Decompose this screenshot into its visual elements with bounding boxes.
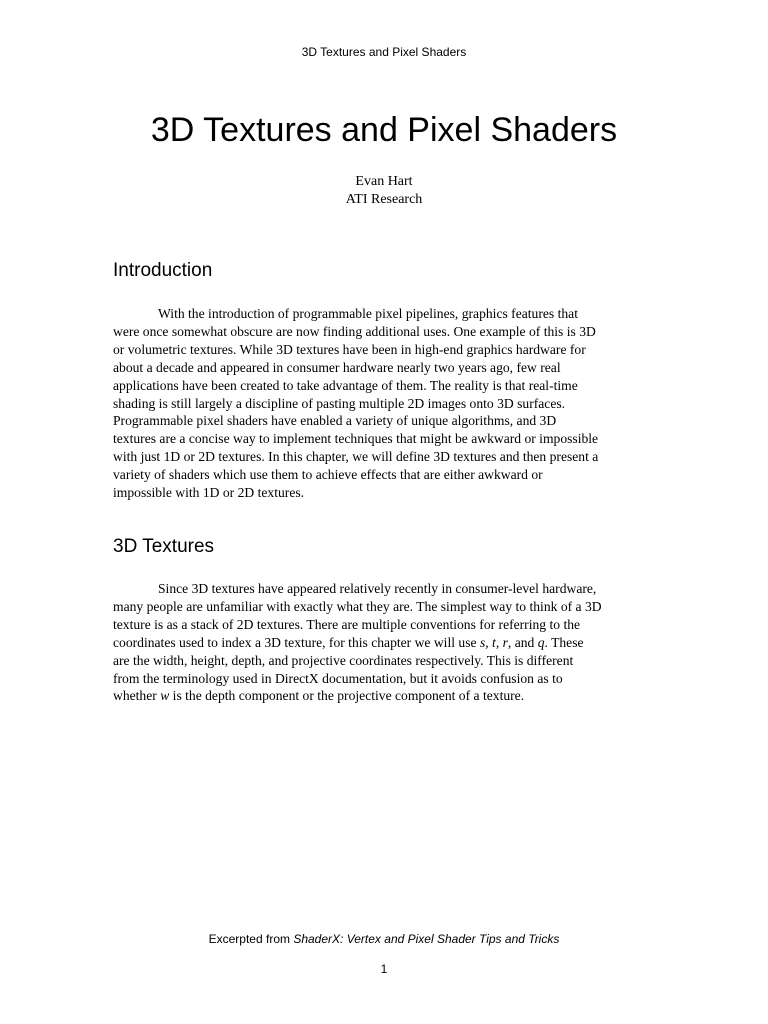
paragraph-line: are the width, height, depth, and projective coordinates respectively. This is different: [113, 652, 574, 668]
paragraph-line: many people are unfamiliar with exactly what they are. The simplest way to think of a 3D: [113, 598, 602, 614]
paragraph-line: from the terminology used in DirectX documentation, but it avoids confusion as to: [113, 670, 563, 686]
text-run: ,: [485, 634, 493, 650]
paragraph-line: With the introduction of programmable pixel pipelines, graphics features that: [158, 306, 578, 321]
paragraph-line: shading is still largely a discipline of pasting multiple 2D images onto 3D surfaces.: [113, 395, 566, 411]
author-name: Evan Hart: [355, 174, 413, 189]
footer-credit: [0, 932, 768, 946]
paragraph-line: or volumetric textures. While 3D textures have been in high-end graphics hardware for: [113, 341, 586, 357]
coordinate-r: r: [502, 634, 508, 650]
footer-prefix: Excerpted from: [208, 932, 294, 946]
paragraph-line: impossible with 1D or 2D textures.: [113, 485, 305, 501]
paragraph-line: [113, 634, 658, 652]
footer-book-title: ShaderX: Vertex and Pixel Shader Tips and Tricks: [293, 932, 560, 946]
coordinate-q: q: [537, 634, 545, 650]
paragraph-line: texture is as a stack of 2D textures. There are multiple conventions for referring to the: [113, 616, 581, 632]
paragraph-line: applications have been created to take advantage of them. The reality is that real-time: [113, 377, 578, 393]
paragraph-line: were once somewhat obscure are now finding additional uses. One example of this is 3D: [113, 323, 596, 339]
text-run: . These: [544, 634, 584, 650]
paragraph-line: with just 1D or 2D textures. In this chapter, we will define 3D textures and then present a: [113, 449, 599, 465]
paragraph-line: textures are a concise way to implement techniques that might be awkward or impossible: [113, 431, 599, 447]
paragraph-line: variety of shaders which use them to achieve effects that are either awkward or: [113, 467, 543, 483]
text-run: coordinates used to index a 3D texture, for this chapter we will use: [113, 634, 480, 650]
text-run: , and: [507, 634, 538, 650]
paragraph-line: Since 3D textures have appeared relatively recently in consumer-level hardware,: [158, 581, 597, 596]
paragraph-line: Programmable pixel shaders have enabled a variety of unique algorithms, and 3D: [113, 413, 557, 429]
3d-textures-paragraph: [113, 580, 658, 705]
author-block: [0, 173, 768, 209]
paragraph-line: [113, 687, 658, 705]
section-heading-3d-textures: 3D Textures: [113, 536, 215, 557]
coordinate-w: w: [160, 688, 170, 704]
coordinate-t: t: [492, 634, 496, 650]
page-number: 1: [380, 962, 388, 976]
text-run: is the depth component or the projective component of a texture.: [169, 688, 525, 704]
running-header: 3D Textures and Pixel Shaders: [301, 45, 467, 59]
coordinate-s: s: [479, 634, 486, 650]
paragraph-line: about a decade and appeared in consumer hardware nearly two years ago, few real: [113, 359, 561, 375]
text-run: whether: [113, 688, 161, 704]
introduction-paragraph: [113, 305, 658, 502]
text-run: ,: [495, 634, 503, 650]
document-title: 3D Textures and Pixel Shaders: [150, 111, 618, 149]
section-heading-introduction: Introduction: [113, 260, 213, 281]
author-affiliation: ATI Research: [345, 192, 423, 207]
